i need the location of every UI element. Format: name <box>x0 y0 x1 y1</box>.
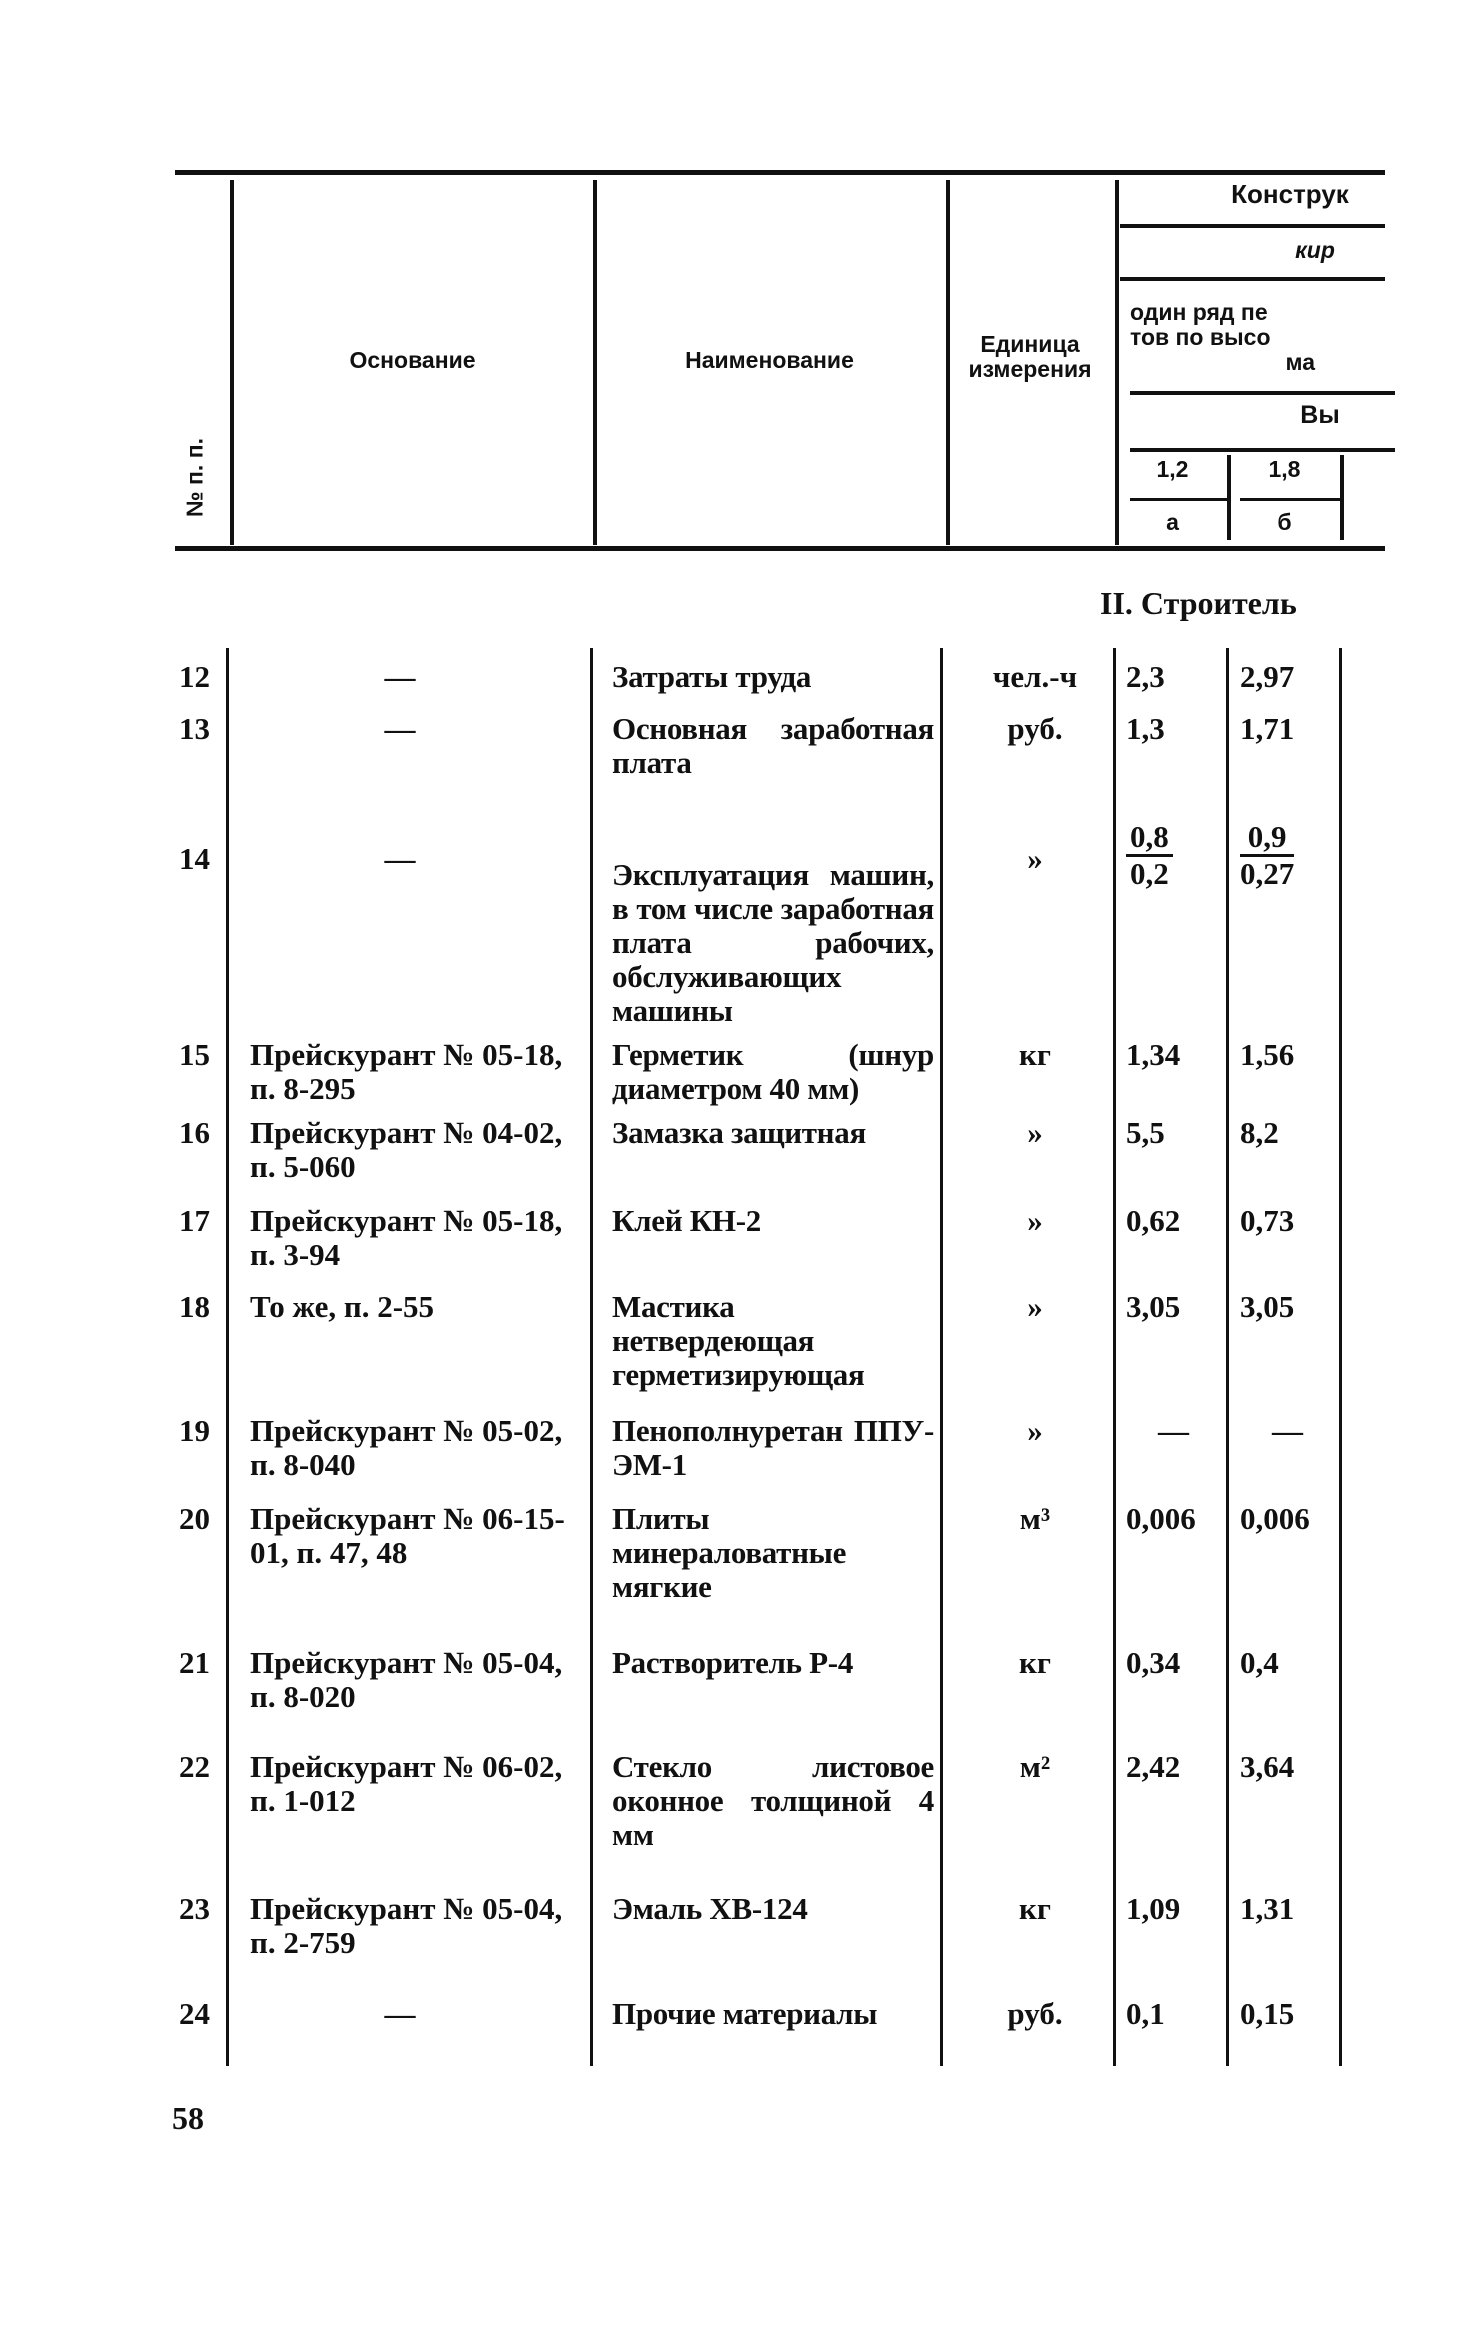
row-value-b: 1,71 <box>1240 711 1295 746</box>
denominator: 0,27 <box>1240 856 1295 891</box>
row-number: 14 <box>179 841 210 876</box>
row-value-a: 0,34 <box>1126 1645 1181 1680</box>
row-value-a: 5,5 <box>1126 1115 1165 1150</box>
row-unit: м² <box>1019 1749 1051 1784</box>
row-name: Герметик (шнур диаметром 40 мм) <box>612 1037 934 1106</box>
row-basis: — <box>384 659 416 694</box>
numerator: 0,8 <box>1126 820 1173 857</box>
header-col-b-value: 1,8 <box>1268 456 1301 482</box>
body-divider <box>590 648 593 2066</box>
row-value-b: 8,2 <box>1240 1115 1279 1150</box>
header-name: Наименование <box>685 347 854 373</box>
desc-line: ма <box>1285 349 1315 375</box>
row-unit: руб. <box>1007 1996 1063 2031</box>
row-basis: Прейскурант № 04-02, п. 5-060 <box>250 1115 563 1184</box>
row-value-a: — <box>1158 1413 1189 1448</box>
row-unit: м³ <box>1019 1501 1051 1536</box>
row-value-a: 2,42 <box>1126 1749 1181 1784</box>
header-col-a-value: 1,2 <box>1156 456 1189 482</box>
row-number: 23 <box>179 1891 210 1926</box>
header-rule <box>1130 448 1395 452</box>
row-number: 12 <box>179 659 210 694</box>
row-basis: Прейскурант № 05-18, п. 3-94 <box>250 1203 563 1272</box>
row-number: 16 <box>179 1115 210 1150</box>
header-group-title: Конструк <box>1231 179 1349 209</box>
header-col-b-letter: б <box>1277 509 1292 535</box>
row-value-a: 2,3 <box>1126 659 1165 694</box>
row-basis: Прейскурант № 06-15-01, п. 47, 48 <box>250 1501 565 1570</box>
row-value-a: 1,09 <box>1126 1891 1181 1926</box>
row-basis: — <box>384 1996 416 2031</box>
header-unit: Единица измерения <box>968 331 1092 382</box>
row-value-b: 2,97 <box>1240 659 1295 694</box>
row-basis: — <box>384 841 416 876</box>
row-value-a: 0,62 <box>1126 1203 1181 1238</box>
row-value-b: 1,31 <box>1240 1891 1295 1926</box>
header-rule <box>1130 391 1395 395</box>
row-number: 17 <box>179 1203 210 1238</box>
header-rule <box>1130 498 1230 501</box>
row-number: 24 <box>179 1996 210 2031</box>
row-number: 15 <box>179 1037 210 1072</box>
body-divider <box>226 648 229 2066</box>
header-basis: Основание <box>349 347 476 373</box>
row-basis: Прейскурант № 06-02, п. 1-012 <box>250 1749 563 1818</box>
row-value-a: 0,006 <box>1126 1501 1196 1536</box>
row-value-b: 0,006 <box>1240 1501 1310 1536</box>
row-name: Эксплуатация машин, в том числе заработная плата рабочих, обслуживающих машины <box>612 857 934 1028</box>
row-number: 19 <box>179 1413 210 1448</box>
row-name: Плиты минераловатные мягкие <box>612 1501 847 1604</box>
row-number: 18 <box>179 1289 210 1324</box>
row-value-b: 0,15 <box>1240 1996 1295 2031</box>
top-rule <box>175 170 1385 175</box>
row-unit: чел.-ч <box>992 659 1078 694</box>
header-divider <box>1340 455 1344 540</box>
desc-line: один ряд пе <box>1130 299 1268 325</box>
row-value-b: 0,73 <box>1240 1203 1295 1238</box>
header-divider <box>1115 180 1119 545</box>
row-value-b-fraction <box>1240 820 1344 891</box>
page-number: 58 <box>172 2100 204 2136</box>
row-name: Стекло листовое оконное толщиной 4 мм <box>612 1749 934 1852</box>
row-value-a: 3,05 <box>1126 1289 1181 1324</box>
row-value-b: 1,56 <box>1240 1037 1295 1072</box>
row-name: Основная заработная плата <box>612 711 934 780</box>
row-unit: » <box>1027 841 1043 876</box>
header-group-sub: кир <box>1295 237 1335 263</box>
header-height-label: Вы <box>1300 401 1340 429</box>
row-name: Растворитель Р-4 <box>612 1645 854 1680</box>
row-unit: » <box>1027 1203 1043 1238</box>
row-value-b: — <box>1272 1413 1303 1448</box>
row-value-b: 3,05 <box>1240 1289 1295 1324</box>
row-unit: » <box>1027 1413 1043 1448</box>
row-value-a: 1,3 <box>1126 711 1165 746</box>
row-unit: кг <box>1019 1645 1051 1680</box>
row-name: Замазка защитная <box>612 1115 866 1150</box>
body-divider <box>940 648 943 2066</box>
header-rule <box>1120 224 1385 228</box>
numerator: 0,9 <box>1240 820 1294 857</box>
row-number: 22 <box>179 1749 210 1784</box>
row-name: Мастика нетвердеющая герметизирующая <box>612 1289 865 1392</box>
row-value-a: 0,1 <box>1126 1996 1165 2031</box>
row-basis: Прейскурант № 05-02, п. 8-040 <box>250 1413 563 1482</box>
header-bottom-rule <box>175 546 1385 551</box>
row-unit: руб. <box>1007 711 1063 746</box>
row-value-b: 3,64 <box>1240 1749 1295 1784</box>
row-name: Пенополнуретан ППУ-ЭМ-1 <box>612 1413 934 1482</box>
header-divider <box>1227 455 1231 540</box>
row-basis: — <box>384 711 416 746</box>
row-number: 13 <box>179 711 210 746</box>
header-group-desc <box>1130 300 1360 375</box>
row-name: Эмаль ХВ-124 <box>612 1891 808 1926</box>
row-number: 21 <box>179 1645 210 1680</box>
row-unit: кг <box>1019 1037 1051 1072</box>
header-divider <box>946 180 950 545</box>
row-name: Прочие материалы <box>612 1996 878 2031</box>
header-divider <box>230 180 234 545</box>
row-unit: » <box>1027 1289 1043 1324</box>
row-basis: Прейскурант № 05-04, п. 8-020 <box>250 1645 563 1714</box>
desc-line: тов по высо <box>1130 324 1271 350</box>
header-rule <box>1240 498 1340 501</box>
row-value-a-fraction <box>1126 820 1230 891</box>
header-num: № п. п. <box>181 438 208 517</box>
row-number: 20 <box>179 1501 210 1536</box>
row-basis: То же, п. 2-55 <box>250 1289 435 1324</box>
row-value-b: 0,4 <box>1240 1645 1279 1680</box>
denominator: 0,2 <box>1130 856 1169 891</box>
row-value-a: 1,34 <box>1126 1037 1181 1072</box>
row-basis: Прейскурант № 05-04, п. 2-759 <box>250 1891 563 1960</box>
row-name: Затраты труда <box>612 659 812 694</box>
row-unit: кг <box>1019 1891 1051 1926</box>
row-basis: Прейскурант № 05-18, п. 8-295 <box>250 1037 563 1106</box>
row-unit: » <box>1027 1115 1043 1150</box>
header-col-a-letter: а <box>1166 509 1179 535</box>
section-title: II. Строитель <box>1100 585 1297 621</box>
row-name: Клей КН-2 <box>612 1203 761 1238</box>
header-rule <box>1120 277 1385 281</box>
